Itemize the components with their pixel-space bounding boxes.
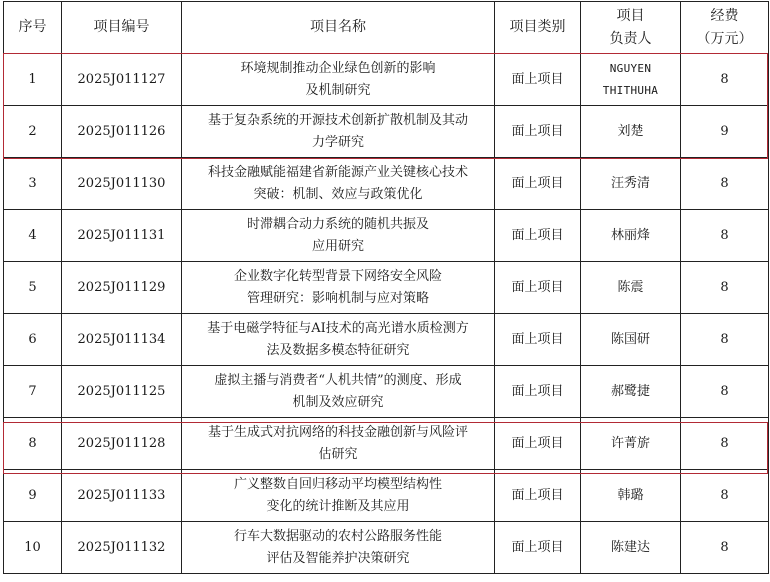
row-name bbox=[182, 106, 495, 158]
row-category: 面上项目 bbox=[495, 158, 581, 210]
row-leader-line2: THITHUHA bbox=[602, 83, 659, 97]
row-leader: 林丽烽 bbox=[581, 210, 681, 262]
row-index: 5 bbox=[4, 262, 62, 314]
row-code: 2025J011125 bbox=[62, 366, 182, 418]
row-code: 2025J011130 bbox=[62, 158, 182, 210]
row-name-line1: 科技金融赋能福建省新能源产业关键核心技术 bbox=[207, 164, 468, 180]
row-code: 2025J011132 bbox=[62, 522, 182, 574]
row-funding: 8 bbox=[681, 262, 769, 314]
row-name-line2: 突破：机制、效应与政策优化 bbox=[253, 186, 423, 202]
row-name-line1: 广义整数自回归移动平均模型结构性 bbox=[233, 476, 442, 492]
header-funding-line2: （万元） bbox=[696, 30, 753, 47]
row-name-line2: 管理研究：影响机制与应对策略 bbox=[246, 290, 429, 306]
table-row bbox=[4, 158, 769, 210]
table-row bbox=[4, 314, 769, 366]
row-name-line2: 力学研究 bbox=[311, 134, 364, 150]
table-row bbox=[4, 262, 769, 314]
header-index: 序号 bbox=[4, 2, 62, 54]
row-funding: 8 bbox=[681, 418, 769, 470]
row-leader bbox=[581, 54, 681, 106]
row-funding: 8 bbox=[681, 522, 769, 574]
table-row bbox=[4, 470, 769, 522]
table-header bbox=[4, 2, 769, 54]
row-name-line1: 基于生成式对抗网络的科技金融创新与风险评 bbox=[207, 424, 468, 440]
table-row bbox=[4, 522, 769, 574]
row-category: 面上项目 bbox=[495, 106, 581, 158]
row-name bbox=[182, 210, 495, 262]
row-code: 2025J011128 bbox=[62, 418, 182, 470]
row-category: 面上项目 bbox=[495, 262, 581, 314]
row-funding: 8 bbox=[681, 210, 769, 262]
row-index: 2 bbox=[4, 106, 62, 158]
row-category: 面上项目 bbox=[495, 314, 581, 366]
header-category: 项目类别 bbox=[495, 2, 581, 54]
row-leader: 陈震 bbox=[581, 262, 681, 314]
row-code: 2025J011134 bbox=[62, 314, 182, 366]
row-index: 10 bbox=[4, 522, 62, 574]
row-leader: 许菁旂 bbox=[581, 418, 681, 470]
row-leader: 韩璐 bbox=[581, 470, 681, 522]
row-name bbox=[182, 314, 495, 366]
row-index: 7 bbox=[4, 366, 62, 418]
row-name-line1: 环境规制推动企业绿色创新的影响 bbox=[240, 60, 436, 76]
row-name bbox=[182, 54, 495, 106]
row-name-line1: 基于电磁学特征与AI技术的高光谱水质检测方 bbox=[207, 320, 469, 336]
row-name-line2: 应用研究 bbox=[311, 238, 364, 254]
row-category: 面上项目 bbox=[495, 210, 581, 262]
row-funding: 8 bbox=[681, 314, 769, 366]
row-code: 2025J011133 bbox=[62, 470, 182, 522]
row-index: 9 bbox=[4, 470, 62, 522]
table-row bbox=[4, 210, 769, 262]
table-row bbox=[4, 366, 769, 418]
row-name bbox=[182, 470, 495, 522]
row-name bbox=[182, 158, 495, 210]
row-funding: 9 bbox=[681, 106, 769, 158]
row-name bbox=[182, 262, 495, 314]
table-row bbox=[4, 418, 769, 470]
row-name-line1: 虚拟主播与消费者“人机共情”的测度、形成 bbox=[214, 372, 462, 388]
row-name-line1: 行车大数据驱动的农村公路服务性能 bbox=[233, 528, 442, 544]
table-row bbox=[4, 54, 769, 106]
row-category: 面上项目 bbox=[495, 366, 581, 418]
row-funding: 8 bbox=[681, 158, 769, 210]
row-code: 2025J011131 bbox=[62, 210, 182, 262]
row-index: 8 bbox=[4, 418, 62, 470]
row-code: 2025J011129 bbox=[62, 262, 182, 314]
header-row bbox=[4, 2, 769, 54]
row-name-line2: 变化的统计推断及其应用 bbox=[266, 498, 410, 514]
row-name bbox=[182, 522, 495, 574]
row-name-line1: 企业数字化转型背景下网络安全风险 bbox=[233, 268, 442, 284]
table-body bbox=[4, 54, 769, 574]
row-name bbox=[182, 366, 495, 418]
row-category: 面上项目 bbox=[495, 54, 581, 106]
row-index: 6 bbox=[4, 314, 62, 366]
row-category: 面上项目 bbox=[495, 522, 581, 574]
row-funding: 8 bbox=[681, 54, 769, 106]
header-leader bbox=[581, 2, 681, 54]
header-funding-line1: 经费 bbox=[710, 7, 739, 24]
row-funding: 8 bbox=[681, 470, 769, 522]
row-name-line2: 法及数据多模态特征研究 bbox=[266, 342, 410, 358]
row-name-line2: 机制及效应研究 bbox=[292, 394, 384, 410]
row-leader: 汪秀清 bbox=[581, 158, 681, 210]
row-name-line1: 时滞耦合动力系统的随机共振及 bbox=[246, 216, 429, 232]
row-leader: 陈国研 bbox=[581, 314, 681, 366]
row-name-line2: 及机制研究 bbox=[305, 82, 371, 98]
table-row bbox=[4, 106, 769, 158]
row-name-line2: 评估及智能养护决策研究 bbox=[266, 550, 410, 566]
header-name: 项目名称 bbox=[182, 2, 495, 54]
header-leader-line1: 项目 bbox=[616, 7, 645, 24]
row-name bbox=[182, 418, 495, 470]
row-code: 2025J011126 bbox=[62, 106, 182, 158]
row-code: 2025J011127 bbox=[62, 54, 182, 106]
row-index: 1 bbox=[4, 54, 62, 106]
row-leader-line1: NGUYEN bbox=[609, 61, 652, 75]
row-leader: 陈建达 bbox=[581, 522, 681, 574]
row-index: 3 bbox=[4, 158, 62, 210]
header-funding bbox=[681, 2, 769, 54]
row-name-line1: 基于复杂系统的开源技术创新扩散机制及其动 bbox=[207, 112, 468, 128]
row-leader: 刘楚 bbox=[581, 106, 681, 158]
header-leader-line2: 负责人 bbox=[609, 30, 652, 47]
row-category: 面上项目 bbox=[495, 470, 581, 522]
row-category: 面上项目 bbox=[495, 418, 581, 470]
row-index: 4 bbox=[4, 210, 62, 262]
row-name-line2: 估研究 bbox=[318, 446, 358, 462]
header-code: 项目编号 bbox=[62, 2, 182, 54]
row-funding: 8 bbox=[681, 366, 769, 418]
project-table bbox=[3, 1, 769, 574]
row-leader: 郝鹭捷 bbox=[581, 366, 681, 418]
